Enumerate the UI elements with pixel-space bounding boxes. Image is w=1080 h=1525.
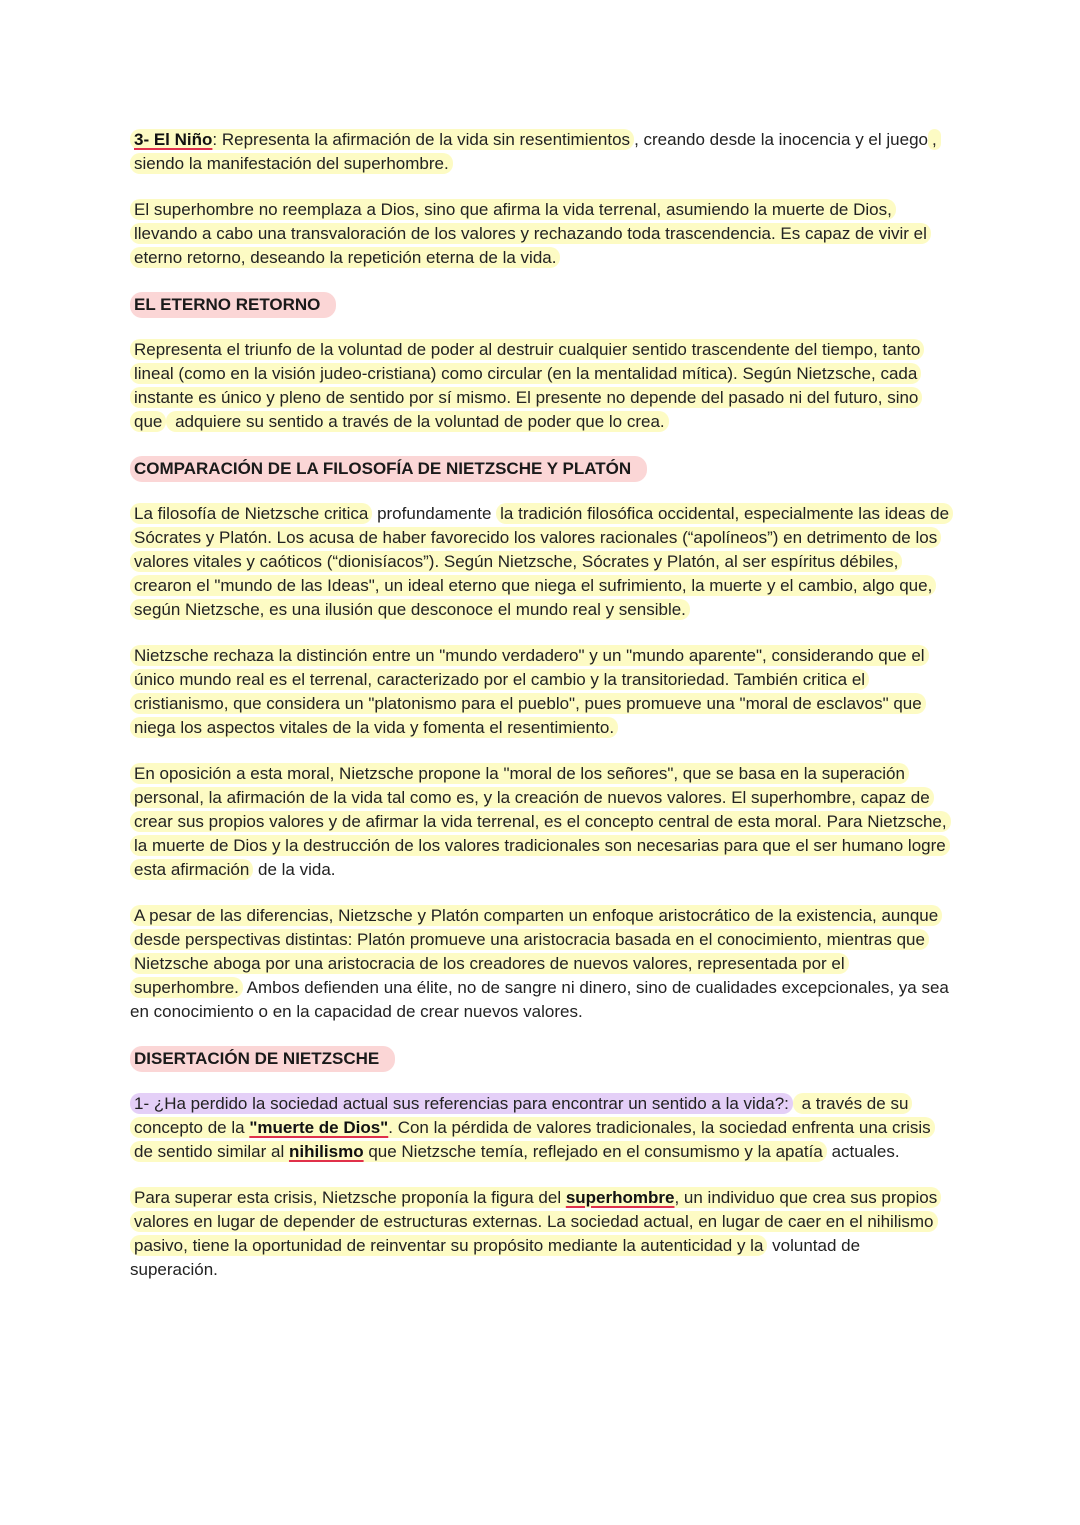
disertacion-p2-b: , un individuo que crea sus propios valores en lugar de depender de estructuras externas. La sociedad actual, en lugar de caer en el nihilismo pasivo, tiene la oportunidad de reinventar su propósito mediante la autenticidad y la <box>134 1188 938 1255</box>
nino-text-2: , creando desde la inocencia y el juego <box>634 130 928 149</box>
eterno-retorno-paragraph <box>130 338 952 434</box>
comparacion-p4-b: Ambos defienden una élite, no de sangre ni dinero, sino de cualidades excepcionales, ya sea en conocimiento o en la capacidad de crear nuevos valores. <box>130 978 949 1021</box>
eterno-retorno-text-2: adquiere su sentido a través de la voluntad de poder que lo crea. <box>166 411 668 432</box>
comparacion-heading: COMPARACIÓN DE LA FILOSOFÍA DE NIETZSCHE Y PLATÓN <box>130 456 647 482</box>
disertacion-p2-a: Para superar esta crisis, Nietzsche proponía la figura del <box>134 1188 566 1207</box>
comparacion-p1-c: la tradición filosófica occidental, especialmente las ideas de Sócrates y Platón. Los acusa de haber favorecido los valores racionales (“apolíneos”) en detrimento de los valores vitales y caóticos (“dionisíacos”). Según Nietzsche, Sócrates y Platón, al ser espíritus débiles, crearon el "mundo de las Ideas", un ideal eterno que niega el sufrimiento, la muerte y el cambio, algo que, según Nietzsche, es una ilusión que desconoce el mundo real y sensible. <box>130 503 953 620</box>
comparacion-paragraph-3 <box>130 762 952 882</box>
disertacion-term-muerte-de-dios: "muerte de Dios" <box>249 1118 389 1137</box>
disertacion-q1-c: que Nietzsche temía, reflejado en el consumismo y la apatía <box>363 1142 823 1161</box>
disertacion-p2-c: voluntad de superación. <box>130 1236 861 1279</box>
comparacion-p2: Nietzsche rechaza la distinción entre un "mundo verdadero" y un "mundo aparente", considerando que el único mundo real es el terrenal, caracterizado por el cambio y la transitoriedad. También critica el cristianismo, que considera un "platonismo para el pueblo", pues promueve una "moral de esclavos" que niega los aspectos vitales de la vida y fomenta el resentimiento. <box>130 645 929 738</box>
disertacion-q1-d: actuales. <box>826 1142 900 1161</box>
comparacion-paragraph-4 <box>130 904 952 1024</box>
disertacion-question: 1- ¿Ha perdido la sociedad actual sus referencias para encontrar un sentido a la vida?: <box>130 1093 793 1114</box>
disertacion-paragraph-2 <box>130 1186 952 1282</box>
comparacion-paragraph-1 <box>130 502 952 622</box>
disertacion-heading-wrap <box>130 1046 952 1072</box>
comparacion-p3-a: En oposición a esta moral, Nietzsche propone la "moral de los señores", que se basa en la superación personal, la afirmación de la vida tal como es, y la creación de nuevos valores. El superhombre, capaz de crear sus propios valores y de afirmar la vida terrenal, es el concepto central de esta moral. Para Nietzsche, la muerte de Dios y la destrucción de los valores tradicionales son necesarias para que el ser humano logre esta afirmación <box>130 763 951 880</box>
eterno-retorno-heading-wrap <box>130 292 952 318</box>
comparacion-p1-b: profundamente <box>372 504 497 523</box>
comparacion-paragraph-2 <box>130 644 952 740</box>
disertacion-term-superhombre: superhombre <box>565 1188 675 1207</box>
comparacion-p1-a: La filosofía de Nietzsche critica <box>130 503 372 524</box>
nino-text-1: : Representa la afirmación de la vida sin resentimientos <box>212 130 631 149</box>
nino-text-3: , siendo la manifestación del superhombre. <box>130 129 941 174</box>
comparacion-p3-b: de la vida. <box>253 860 336 879</box>
eterno-retorno-text-1: Representa el triunfo de la voluntad de poder al destruir cualquier sentido trascendente del tiempo, tanto lineal (como en la visión judeo-cristiana) como circular (en la mentalidad mítica). Según Nietzsche, cada instante es único y pleno de sentido por sí mismo. El presente no depende del pasado ni del futuro, sino que <box>130 339 924 432</box>
disertacion-q1-a: a través de su concepto de la <box>134 1094 909 1137</box>
disertacion-q1-b: . Con la pérdida de valores tradicionales, la sociedad enfrenta una crisis de sentido similar al <box>134 1118 931 1161</box>
comparacion-p4-a: A pesar de las diferencias, Nietzsche y Platón comparten un enfoque aristocrático de la existencia, aunque desde perspectivas distintas: Platón promueve una aristocracia basada en el conocimiento, mientras que Nietzsche aboga por una aristocracia de los creadores de nuevos valores, representada por el superhombre. <box>130 905 942 998</box>
comparacion-heading-wrap <box>130 456 952 482</box>
eterno-retorno-heading: EL ETERNO RETORNO <box>130 292 336 318</box>
nino-highlight <box>130 129 634 150</box>
nino-paragraph <box>130 128 952 176</box>
disertacion-term-nihilismo: nihilismo <box>288 1142 364 1161</box>
superhombre-paragraph <box>130 198 952 270</box>
disertacion-heading: DISERTACIÓN DE NIETZSCHE <box>130 1046 395 1072</box>
superhombre-text: El superhombre no reemplaza a Dios, sino que afirma la vida terrenal, asumiendo la muerte de Dios, llevando a cabo una transvaloración de los valores y rechazando toda trascendencia. Es capaz de vivir el eterno retorno, deseando la repetición eterna de la vida. <box>130 199 931 268</box>
disertacion-paragraph-1 <box>130 1092 952 1164</box>
nino-label: 3- El Niño <box>134 130 213 149</box>
